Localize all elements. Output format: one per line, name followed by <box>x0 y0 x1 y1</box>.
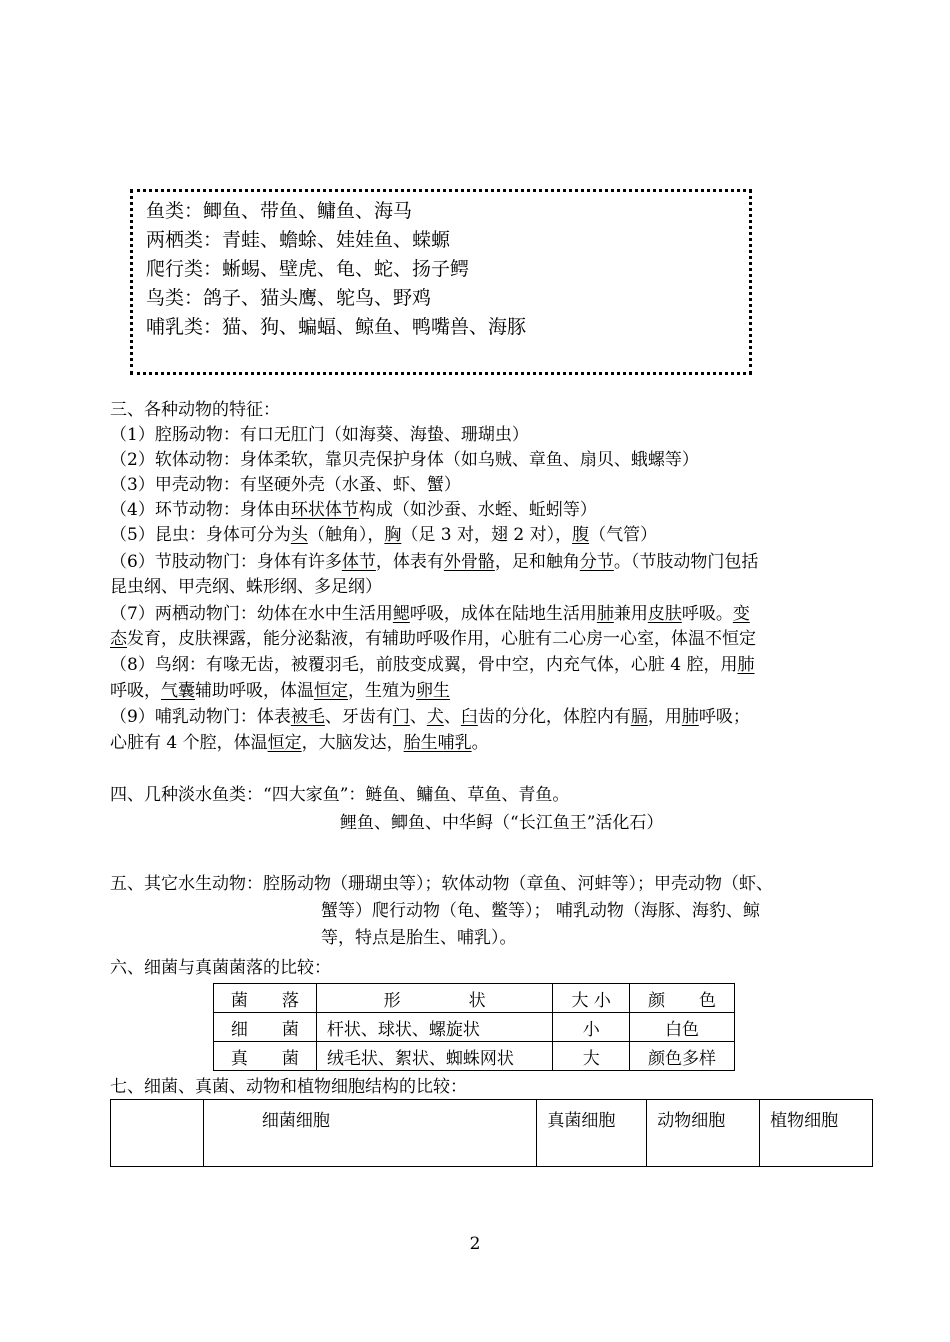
section3-line9b: 心脏有 4 个腔，体温恒定，大脑发达，胎生哺乳。 <box>110 733 489 753</box>
section3-line7a: （7）两栖动物门：幼体在水中生活用鳃呼吸，成体在陆地生活用肺兼用皮肤呼吸。变 <box>110 604 750 624</box>
table-cell: 小 <box>553 1013 630 1042</box>
box-bird: 鸟类：鸽子、猫头鹰、鸵鸟、野鸡 <box>146 287 432 309</box>
section5-line3: 等，特点是胎生、哺乳）。 <box>321 928 517 948</box>
header-cell: 动物细胞 <box>647 1100 760 1167</box>
table-cell: 颜色多样 <box>630 1042 735 1071</box>
section3-line7b: 态发育，皮肤裸露，能分泌黏液，有辅助呼吸作用，心脏有二心房一心室，体温不恒定 <box>110 629 756 649</box>
header-cell: 菌 落 <box>214 984 317 1013</box>
section3-line4: （4）环节动物：身体由环状体节构成（如沙蚕、水蛭、蚯蚓等） <box>110 500 597 520</box>
section5-line2: 蟹等）爬行动物（龟、鳖等）； 哺乳动物（海豚、海豹、鲸 <box>321 901 760 921</box>
section4-line1: 四、几种淡水鱼类：“四大家鱼”：鲢鱼、鳙鱼、草鱼、青鱼。 <box>110 785 570 805</box>
table-cell: 大 <box>553 1042 630 1071</box>
header-cell: 形 状 <box>316 984 553 1013</box>
header-cell: 真菌细胞 <box>537 1100 647 1167</box>
section5-line1: 五、其它水生动物：腔肠动物（珊瑚虫等）；软体动物（章鱼、河蚌等）；甲壳动物（虾、 <box>110 874 773 894</box>
section6-heading: 六、细菌与真菌菌落的比较： <box>110 958 331 978</box>
header-cell: 细菌细胞 <box>203 1100 537 1167</box>
section3-line5: （5）昆虫：身体可分为头（触角），胸（足 3 对，翅 2 对），腹（气管） <box>110 525 658 545</box>
table-cell: 细 菌 <box>214 1013 317 1042</box>
section3-line8b: 呼吸，气囊辅助呼吸，体温恒定，生殖为卵生 <box>110 681 450 701</box>
box-fish: 鱼类：鲫鱼、带鱼、鳙鱼、海马 <box>146 200 413 222</box>
table-row <box>214 1042 735 1071</box>
table-cell: 白色 <box>630 1013 735 1042</box>
table-header-row <box>111 1100 873 1167</box>
table-cell: 杆状、球状、螺旋状 <box>316 1013 553 1042</box>
section3-line1: （1）腔肠动物：有口无肛门（如海葵、海蛰、珊瑚虫） <box>110 425 529 445</box>
section3-line6a: （6）节肢动物门：身体有许多体节，体表有外骨骼，足和触角分节。（节肢动物门包括 <box>110 552 759 572</box>
section3-line6b: 昆虫纲、甲壳纲、蛛形纲、多足纲） <box>110 577 382 597</box>
box-reptile: 爬行类：蜥蜴、壁虎、龟、蛇、扬子鳄 <box>146 258 470 280</box>
table-header-row <box>214 984 735 1013</box>
header-cell <box>111 1100 204 1167</box>
box-mammal: 哺乳类：猫、狗、蝙蝠、鲸鱼、鸭嘴兽、海豚 <box>146 316 527 338</box>
section3-line2: （2）软体动物：身体柔软，靠贝壳保护身体（如乌贼、章鱼、扇贝、蛾螺等） <box>110 450 699 470</box>
section3-line9a: （9）哺乳动物门：体表被毛、牙齿有门、犬、臼齿的分化，体腔内有膈，用肺呼吸； <box>110 707 750 727</box>
header-cell: 颜 色 <box>630 984 735 1013</box>
header-cell: 大 小 <box>553 984 630 1013</box>
table-cell: 绒毛状、絮状、蜘蛛网状 <box>316 1042 553 1071</box>
page-number: 2 <box>469 1234 481 1254</box>
table-row <box>214 1013 735 1042</box>
box-amphibian: 两栖类：青蛙、蟾蜍、娃娃鱼、蝾螈 <box>146 229 451 251</box>
section7-heading: 七、细菌、真菌、动物和植物细胞结构的比较： <box>110 1077 467 1097</box>
header-cell: 植物细胞 <box>760 1100 873 1167</box>
section3-heading: 三、各种动物的特征： <box>110 400 280 420</box>
colony-comparison-table <box>213 983 735 1071</box>
table-cell: 真 菌 <box>214 1042 317 1071</box>
section3-line3: （3）甲壳动物：有坚硬外壳（水蚤、虾、蟹） <box>110 475 461 495</box>
section3-line8a: （8）鸟纲：有喙无齿，被覆羽毛，前肢变成翼，骨中空，内充气体，心脏 4 腔，用肺 <box>110 655 755 675</box>
section4-line2: 鲤鱼、鲫鱼、中华鲟（“长江鱼王”活化石） <box>340 813 664 833</box>
cell-structure-table <box>110 1099 873 1167</box>
